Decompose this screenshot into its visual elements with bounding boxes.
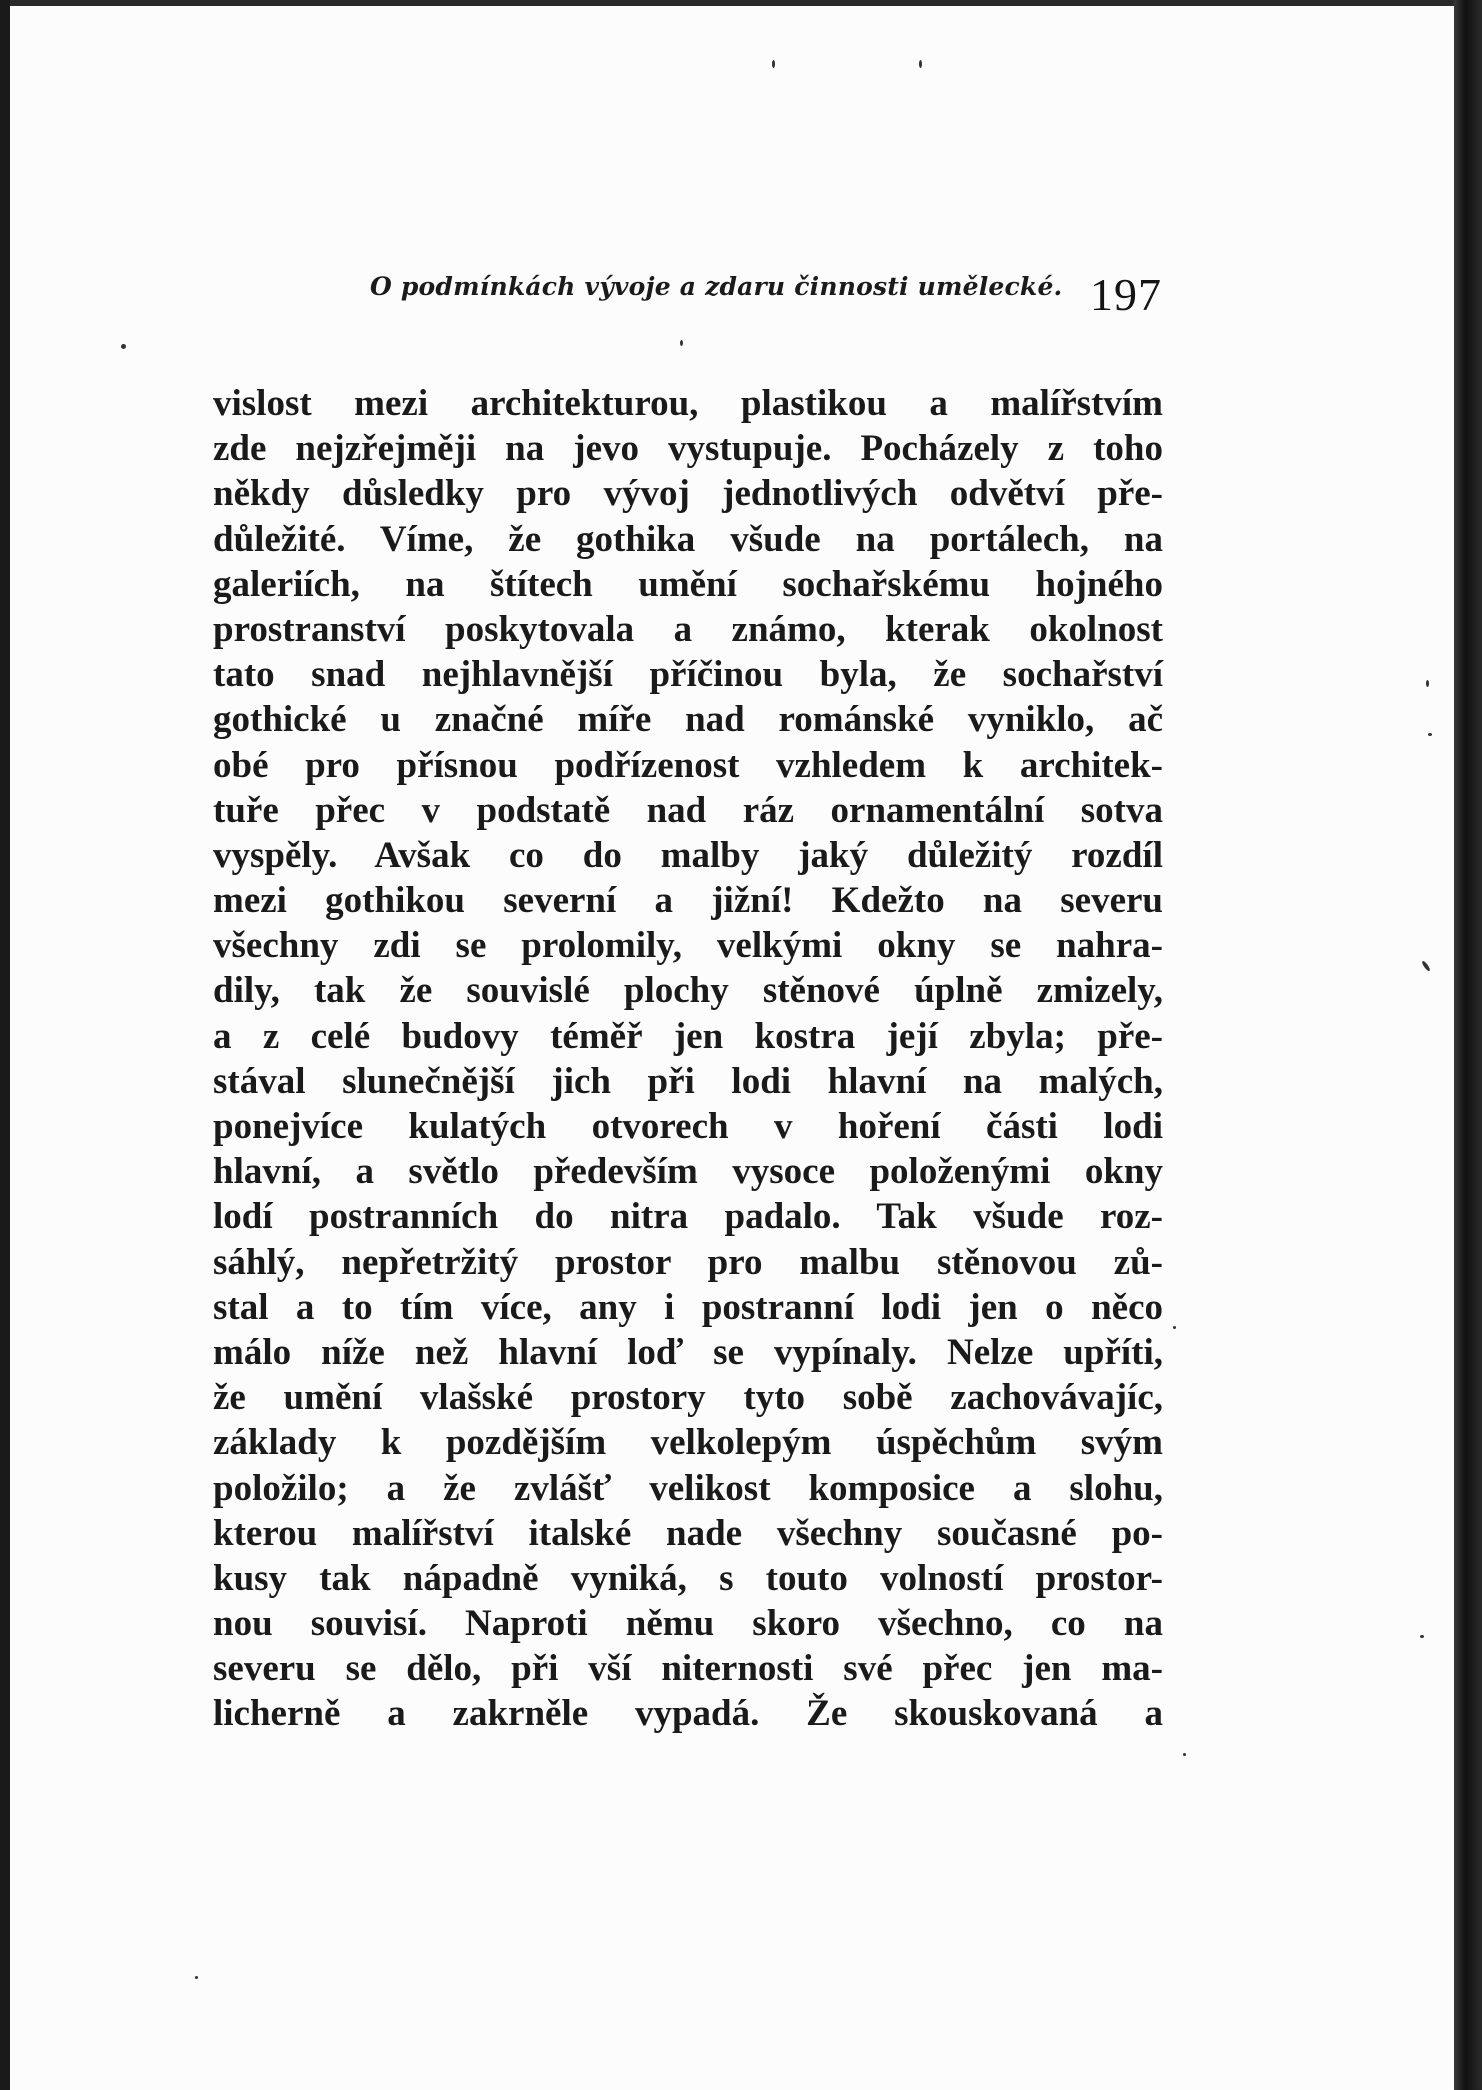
- dust-speck: [1173, 1326, 1176, 1329]
- text-line: licherně a zakrněle vypadá. Že skouskovaná a: [213, 1693, 1163, 1735]
- dust-speck: [919, 60, 922, 68]
- text-line: důležité. Víme, že gothika všude na portálech, na: [213, 518, 1163, 560]
- scan-right-edge: [1454, 0, 1482, 2090]
- dust-speck: [1183, 1753, 1186, 1756]
- dust-speck: [1426, 680, 1429, 687]
- scan-left-edge: [0, 0, 10, 2090]
- text-line: severu se dělo, při vší niternosti své přec jen ma-: [213, 1648, 1163, 1690]
- text-line: vyspěly. Avšak co do malby jaký důležitý rozdíl: [213, 834, 1163, 876]
- text-line: nou souvisí. Naproti němu skoro všechno, co na: [213, 1603, 1163, 1645]
- text-line: stal a to tím více, any i postranní lodi jen o něco: [213, 1286, 1163, 1328]
- text-line: tato snad nejhlavnější příčinou byla, že sochařství: [213, 654, 1163, 696]
- body-text: [213, 381, 1163, 1737]
- dust-speck: [680, 340, 683, 346]
- page-number: 197: [1090, 269, 1162, 320]
- dust-speck: [1420, 1635, 1424, 1638]
- text-line: gothické u značné míře nad románské vyniklo, ač: [213, 699, 1163, 741]
- text-line: galeriích, na štítech umění sochařskému hojného: [213, 563, 1163, 605]
- text-line: lodí postranních do nitra padalo. Tak všude roz-: [213, 1196, 1163, 1238]
- text-line: kterou malířství italské nade všechny současné po-: [213, 1512, 1163, 1554]
- text-line: sáhlý, nepřetržitý prostor pro malbu stěnovou zů-: [213, 1241, 1163, 1283]
- text-line: tuře přec v podstatě nad ráz ornamentální sotva: [213, 789, 1163, 831]
- text-line: hlavní, a světlo především vysoce položenými okny: [213, 1151, 1163, 1193]
- text-line: dily, tak že souvislé plochy stěnové úplně zmizely,: [213, 970, 1163, 1012]
- scan-top-edge: [0, 0, 1482, 6]
- text-line: kusy tak nápadně vyniká, s touto volností prostor-: [213, 1557, 1163, 1599]
- text-line: všechny zdi se prolomily, velkými okny se nahra-: [213, 925, 1163, 967]
- text-line: vislost mezi architekturou, plastikou a malířstvím: [213, 383, 1163, 424]
- text-line: mezi gothikou severní a jižní! Kdežto na severu: [213, 880, 1163, 922]
- text-line: obé pro přísnou podřízenost vzhledem k architek-: [213, 744, 1163, 786]
- running-head: O podmínkách vývoje a zdaru činnosti umělecké.: [370, 272, 1063, 301]
- text-line: stával slunečnější jich při lodi hlavní na malých,: [213, 1060, 1163, 1102]
- text-line: zde nejzřejměji na jevo vystupuje. Pocházely z toho: [213, 428, 1163, 470]
- text-line: málo níže než hlavní loď se vypínaly. Nelze upříti,: [213, 1331, 1163, 1373]
- dust-speck: [772, 60, 775, 68]
- text-line: ponejvíce kulatých otvorech v hoření části lodi: [213, 1106, 1163, 1147]
- text-line: prostranství poskytovala a známo, kterak okolnost: [213, 608, 1163, 650]
- text-line: položilo; a že zvlášť velikost komposice a slohu,: [213, 1467, 1163, 1509]
- text-line: že umění vlašské prostory tyto sobě zachovávajíc,: [213, 1377, 1163, 1419]
- dust-speck: [195, 1976, 198, 1979]
- dust-speck: [121, 344, 126, 349]
- dust-speck: [1428, 733, 1432, 736]
- text-line: a z celé budovy téměř jen kostra její zbyla; pře-: [213, 1015, 1163, 1057]
- text-line: základy k pozdějším velkolepým úspěchům svým: [213, 1422, 1163, 1464]
- dust-speck: [1421, 960, 1431, 972]
- text-line: někdy důsledky pro vývoj jednotlivých odvětví pře-: [213, 473, 1163, 515]
